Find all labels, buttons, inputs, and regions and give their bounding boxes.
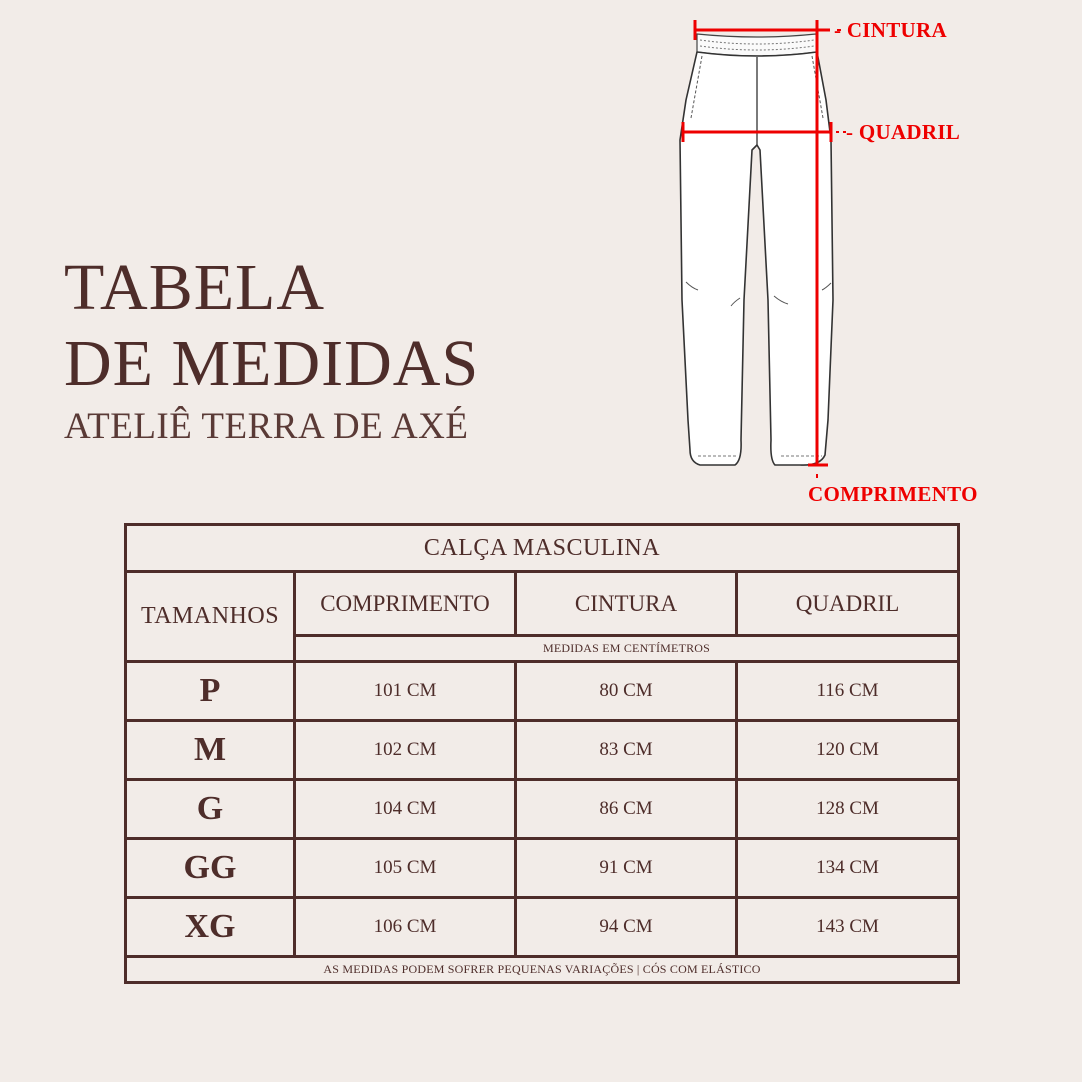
table-row [126, 898, 959, 957]
quadril-value: 134 CM [737, 839, 959, 898]
brand-name: ATELIÊ TERRA DE AXÉ [64, 406, 469, 447]
quadril-value: 116 CM [737, 662, 959, 721]
quadril-value: 128 CM [737, 780, 959, 839]
cintura-value: 94 CM [516, 898, 737, 957]
comprimento-value: 104 CM [295, 780, 516, 839]
table-footer-note: AS MEDIDAS PODEM SOFRER PEQUENAS VARIAÇÕES | CÓS COM ELÁSTICO [126, 957, 959, 983]
size-label: G [126, 780, 295, 839]
cintura-value: 80 CM [516, 662, 737, 721]
column-header-cintura: CINTURA [516, 572, 737, 636]
sizes-header: TAMANHOS [126, 572, 295, 662]
pants-illustration [670, 10, 1070, 510]
size-label: M [126, 721, 295, 780]
comprimento-value: 102 CM [295, 721, 516, 780]
column-header-quadril: QUADRIL [737, 572, 959, 636]
column-header-comprimento: COMPRIMENTO [295, 572, 516, 636]
hip-measure-label: - QUADRIL [846, 120, 961, 144]
units-note: MEDIDAS EM CENTÍMETROS [295, 636, 959, 662]
cintura-value: 83 CM [516, 721, 737, 780]
cintura-value: 91 CM [516, 839, 737, 898]
title-block [64, 250, 479, 450]
page-title-line-2: DE MEDIDAS [64, 327, 480, 400]
table-row [126, 662, 959, 721]
length-measure-label: COMPRIMENTO [808, 482, 978, 506]
waist-measure-label: - CINTURA [834, 18, 947, 42]
table-row [126, 839, 959, 898]
cintura-value: 86 CM [516, 780, 737, 839]
size-label: XG [126, 898, 295, 957]
comprimento-value: 105 CM [295, 839, 516, 898]
page-title-line-1: TABELA [64, 251, 326, 324]
quadril-value: 143 CM [737, 898, 959, 957]
table-row [126, 721, 959, 780]
comprimento-value: 101 CM [295, 662, 516, 721]
table-row [126, 780, 959, 839]
size-chart-table [124, 523, 960, 984]
table-title: CALÇA MASCULINA [126, 525, 959, 572]
comprimento-value: 106 CM [295, 898, 516, 957]
size-label: GG [126, 839, 295, 898]
pants-icon [670, 10, 1070, 510]
quadril-value: 120 CM [737, 721, 959, 780]
size-label: P [126, 662, 295, 721]
